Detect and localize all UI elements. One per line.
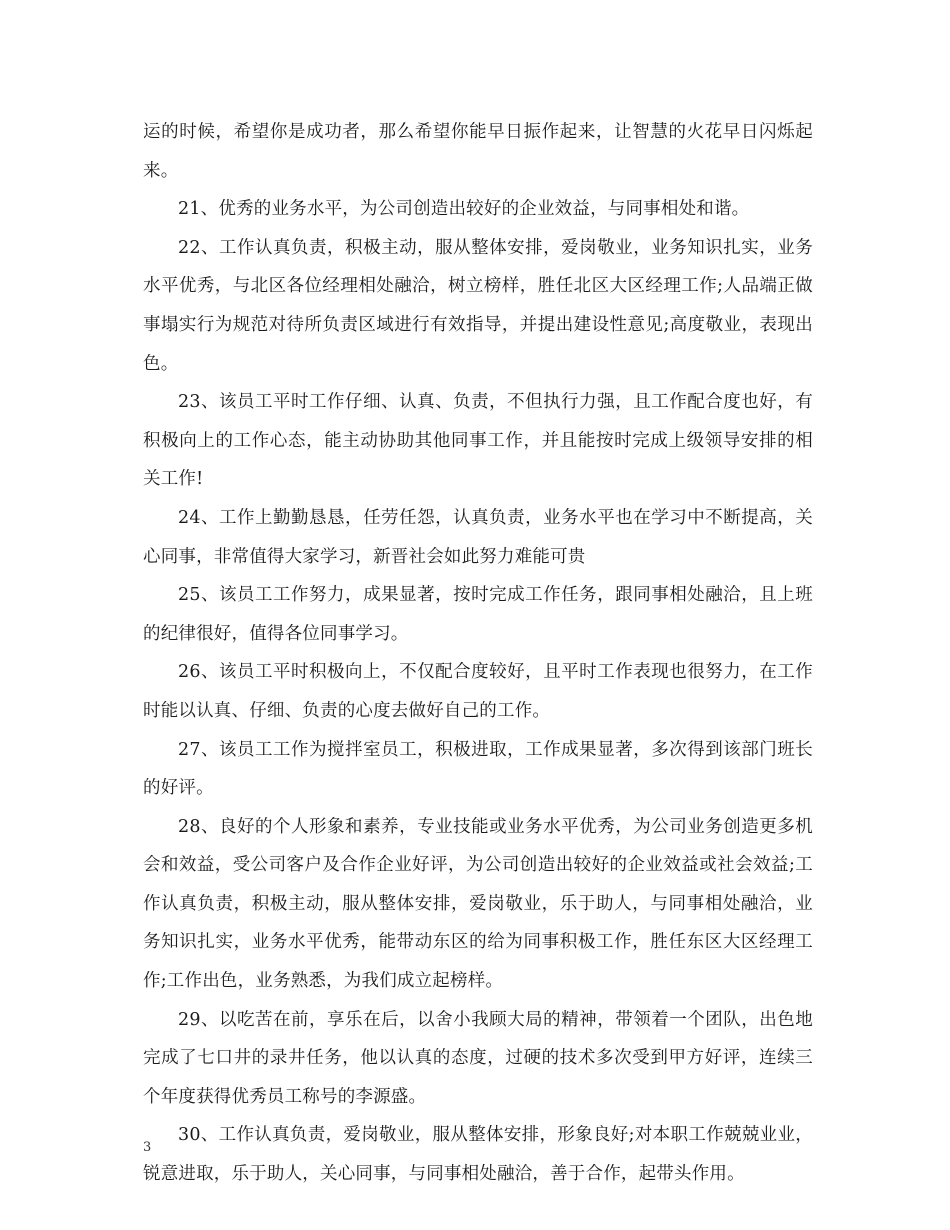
paragraph-item-28: 28、良好的个人形象和素养，专业技能或业务水平优秀，为公司业务创造更多机会和效益，受公司客户及合作企业好评，为公司创造出较好的企业效益或社会效益;工作认真负责，积极主动，服从整体安排，爱岗敬业，乐于助人，与同事相处融洽，业务知识扎实，业务水平优秀，能带动东区的给为同事积极工作，胜任东区大区经理工作;工作出色，业务熟悉，为我们成立起榜样。: [143, 816, 813, 992]
paragraph-item-26: 26、该员工平时积极向上，不仅配合度较好，且平时工作表现也很努力，在工作时能以认真、仔细、负责的心度去做好自己的工作。: [143, 662, 813, 721]
paragraph-item-22: 22、工作认真负责，积极主动，服从整体安排，爱岗敬业，业务知识扎实，业务水平优秀，与北区各位经理相处融洽，树立榜样，胜任北区大区经理工作;人品端正做事塌实行为规范对待所负责区域进行有效指导，并提出建设性意见;高度敬业，表现出色。: [143, 237, 813, 374]
paragraph-item-29: 29、以吃苦在前，享乐在后，以舍小我顾大局的精神，带领着一个团队，出色地完成了七口井的录井任务，他以认真的态度，过硬的技术多次受到甲方好评，连续三个年度获得优秀员工称号的李源盛。: [143, 1009, 813, 1107]
paragraph-item-27: 27、该员工工作为搅拌室员工，积极进取，工作成果显著，多次得到该部门班长的好评。: [143, 739, 813, 799]
paragraph-item-23: 23、该员工平时工作仔细、认真、负责，不但执行力强，且工作配合度也好，有积极向上的工作心态，能主动协助其他同事工作，并且能按时完成上级领导安排的相关工作!: [143, 392, 813, 490]
page-number: 3: [143, 1140, 152, 1155]
paragraph-item-25: 25、该员工工作努力，成果显著，按时完成工作任务，跟同事相处融洽，且上班的纪律很好，值得各位同事学习。: [143, 585, 813, 644]
document-body: [143, 113, 813, 1194]
paragraph-continuation: 运的时候，希望你是成功者，那么希望你能早日振作起来，让智慧的火花早日闪烁起来。: [143, 122, 813, 181]
paragraph-item-24: 24、工作上勤勤恳恳，任劳任怨，认真负责，业务水平也在学习中不断提高，关心同事，非常值得大家学习，新晋社会如此努力难能可贵: [143, 507, 813, 567]
paragraph-item-30: 30、工作认真负责，爱岗敬业，服从整体安排，形象良好;对本职工作兢兢业业，锐意进取，乐于助人，关心同事，与同事相处融洽，善于合作，起带头作用。: [143, 1125, 813, 1185]
paragraph-item-21: 21、优秀的业务水平，为公司创造出较好的企业效益，与同事相处和谐。: [178, 199, 750, 220]
